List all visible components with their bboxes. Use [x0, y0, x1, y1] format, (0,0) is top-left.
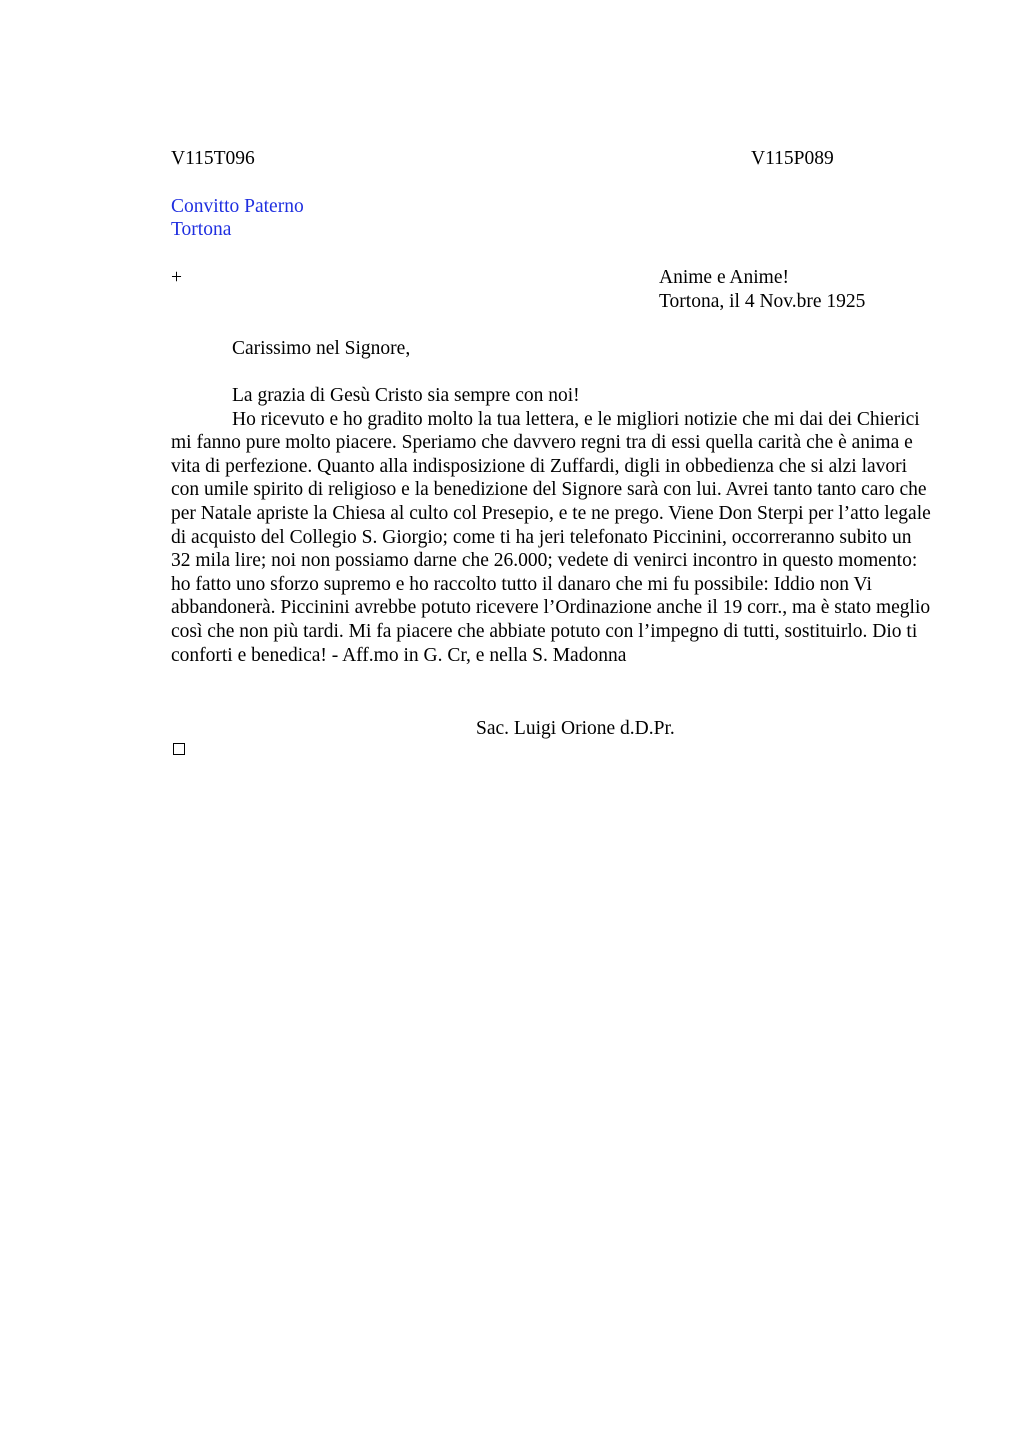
square-symbol-icon [173, 743, 185, 755]
signature: Sac. Luigi Orione d.D.Pr. [476, 718, 675, 739]
greeting-paragraph: La grazia di Gesù Cristo sia sempre con noi! [232, 385, 580, 406]
letter-body [171, 384, 931, 667]
document-code-right: V115P089 [751, 148, 834, 169]
sender-city: Tortona [171, 219, 232, 240]
salutation: Carissimo nel Signore, [232, 338, 411, 359]
document-code-left: V115T096 [171, 148, 255, 169]
place-date: Tortona, il 4 Nov.bre 1925 [659, 291, 866, 312]
sender-name: Convitto Paterno [171, 196, 304, 217]
body-paragraph: Ho ricevuto e ho gradito molto la tua lettera, e le migliori notizie che mi dai dei Chierici mi fanno pure molto piacere. Speriamo che davvero regni tra di essi quella carità che è anima e vita di perfezione. Quanto alla indisposizione di Zuffardi, digli in obbedienza che si alzi lavori con umile spirito di religioso e la benedizione del Signore sarà con lui. Avrei tanto tanto caro che per Natale apriste la Chiesa al culto col Presepio, e te ne prego. Viene Don Sterpi per l’atto legale di acquisto del Collegio S. Giorgio; come ti ha jeri telefonato Piccinini, occorreranno subito un 32 mila lire; noi non possiamo darne che 26.000; vedete di venirci incontro in questo momento: ho fatto uno sforzo supremo e ho raccolto tutto il danaro che mi fu possibile: Iddio non Vi abbandonerà. Piccinini avrebbe potuto ricevere l’Ordinazione anche il 19 corr., ma è stato meglio così che non più tardi. Mi fa piacere che abbiate potuto con l’impegno di tutti, sostituirlo. Dio ti conforti e benedica! - Aff.mo in G. Cr, e nella S. Madonna [171, 408, 931, 666]
cross-symbol: + [171, 267, 182, 288]
motto: Anime e Anime! [659, 267, 789, 288]
